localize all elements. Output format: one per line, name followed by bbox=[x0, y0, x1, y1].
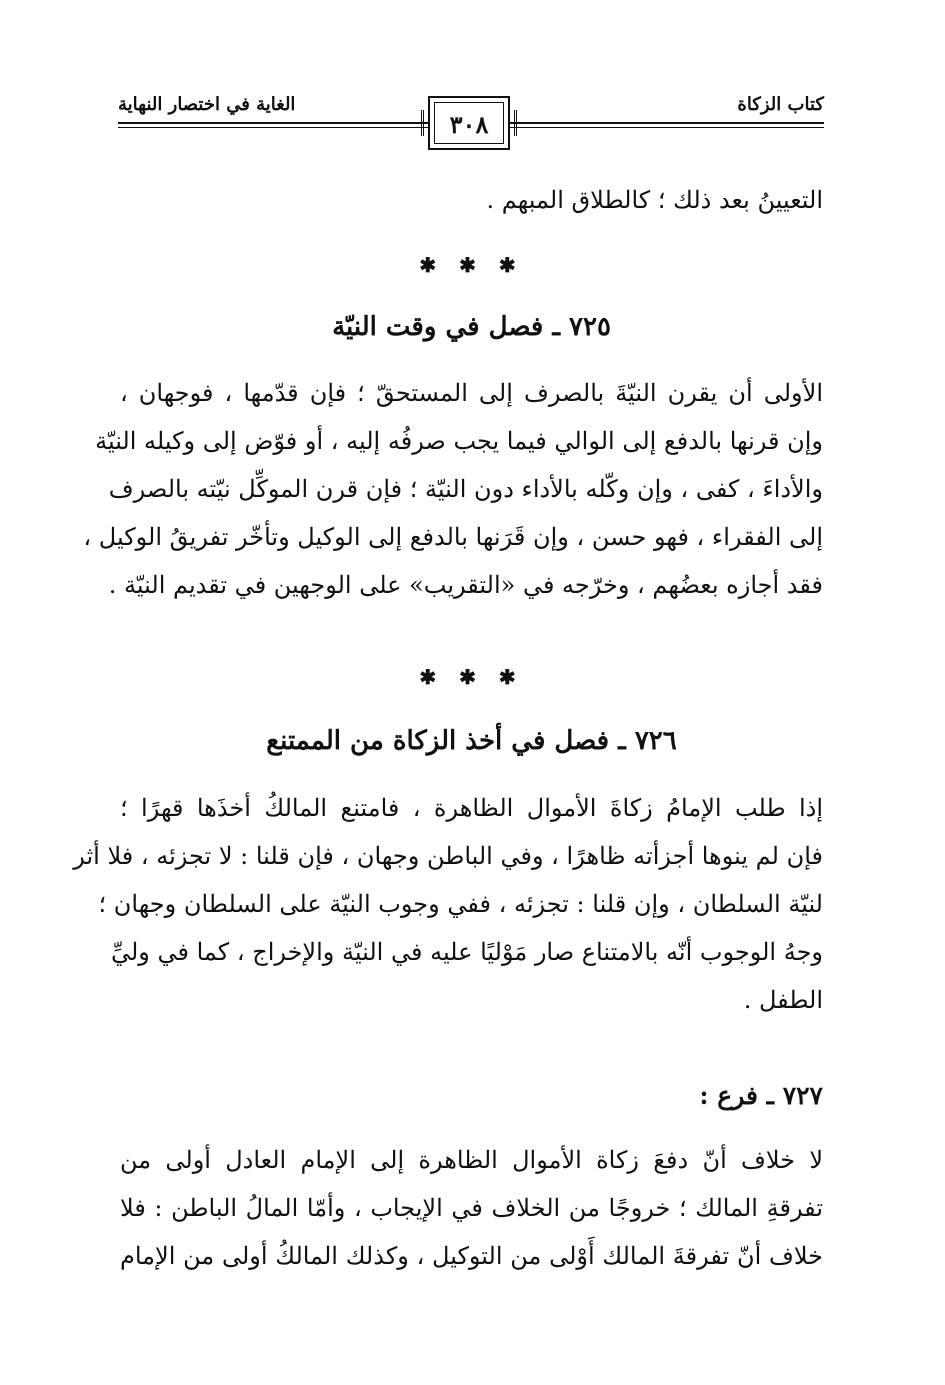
text-line: فقد أجازه بعضُهم ، وخرّجه في «التقريب» على الوجهين في تقديم النيّة . bbox=[108, 571, 823, 599]
subsection-heading-727: ٧٢٧ ـ فرع : bbox=[699, 1081, 823, 1110]
separator-stars: ✱ ✱ ✱ bbox=[419, 253, 524, 277]
section-heading-726: ٧٢٦ ـ فصل في أخذ الزكاة من الممتنع bbox=[266, 726, 677, 756]
section-heading-725: ٧٢٥ ـ فصل في وقت النيّة bbox=[332, 312, 611, 342]
page-number-frame bbox=[428, 96, 510, 150]
text-line: والأداءَ ، كفى ، وإن وكّله بالأداء دون النيّة ؛ فإن قرن الموكِّل نيّته بالصرف bbox=[108, 475, 823, 503]
text-line: لا خلاف أنّ دفعَ زكاة الأموال الظاهرة إلى الإمام العادل أولى من bbox=[120, 1146, 823, 1174]
separator-stars: ✱ ✱ ✱ bbox=[419, 665, 524, 689]
section-727-paragraph bbox=[120, 1136, 823, 1280]
text-line: الأولى أن يقرن النيّةَ بالصرف إلى المستحقّ ؛ فإن قدّمها ، فوجهان ، bbox=[120, 379, 823, 407]
subsection-727-heading-block bbox=[120, 1072, 823, 1120]
book-title: الغاية في اختصار النهاية bbox=[118, 94, 296, 115]
text-line: إلى الفقراء ، فهو حسن ، وإن قَرَنها بالدفع إلى الوكيل وتأخّر تفريقُ الوكيل ، bbox=[83, 523, 823, 551]
chapter-title: كتاب الزكاة bbox=[737, 94, 824, 115]
text-line: الطفل . bbox=[743, 986, 823, 1014]
text-line: إذا طلب الإمامُ زكاةَ الأموال الظاهرة ، فامتنع المالكُ أخذَها قهرًا ؛ bbox=[120, 794, 823, 822]
text-line: التعيينُ بعد ذلك ؛ كالطلاق المبهم . bbox=[486, 186, 823, 214]
opening-paragraph bbox=[120, 176, 823, 224]
running-header bbox=[118, 92, 824, 162]
text-line: فإن لم ينوها أجزأته ظاهرًا ، وفي الباطن وجهان ، فإن قلنا : لا تجزئه ، فلا أثر bbox=[73, 842, 823, 870]
page-number: ٣٠٨ bbox=[449, 110, 489, 139]
text-line: لنيّة السلطان ، وإن قلنا : تجزئه ، ففي وجوب النيّة على السلطان وجهان ؛ bbox=[98, 890, 823, 918]
text-line: خلاف أنّ تفرقةَ المالك أَوْلى من التوكيل ، وكذلك المالكُ أولى من الإمام bbox=[120, 1242, 823, 1270]
text-line: وإن قرنها بالدفع إلى الوالي فيما يجب صرفُه إليه ، أو فوّض إلى وكيله النيّة bbox=[95, 427, 823, 455]
section-726-paragraph bbox=[73, 784, 823, 1024]
text-line: وجهُ الوجوب أنّه بالامتناع صار مَوْليًا عليه في النيّة والإخراج ، كما في وليِّ bbox=[110, 938, 823, 966]
section-725-paragraph bbox=[83, 369, 823, 609]
text-line: تفرقةِ المالك ؛ خروجًا من الخلاف في الإيجاب ، وأمّا المالُ الباطن : فلا bbox=[120, 1194, 823, 1222]
